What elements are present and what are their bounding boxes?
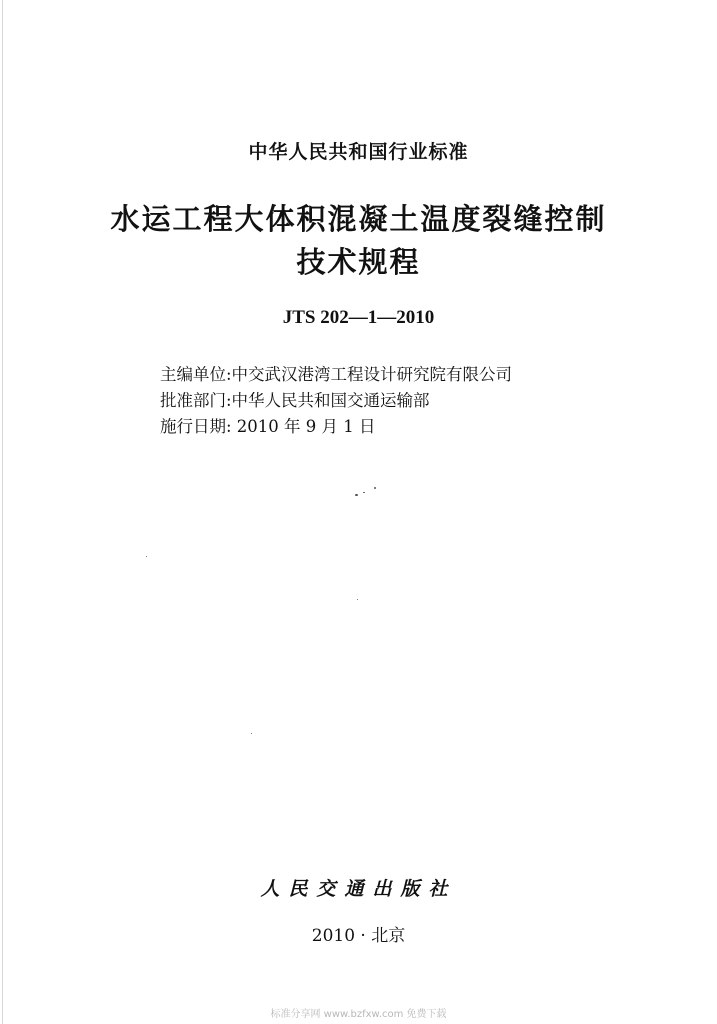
- scan-speck: [374, 487, 376, 489]
- site-watermark: 标准分享网 www.bzfxw.com 免费下载: [270, 1009, 447, 1020]
- publisher-name: 人民交通出版社: [260, 878, 457, 900]
- document-title-line-1: 水运工程大体积混凝土温度裂缝控制: [110, 202, 607, 236]
- scan-speck: [251, 733, 252, 734]
- publication-place-year: 2010 · 北京: [311, 926, 406, 946]
- scan-speck: [355, 494, 358, 496]
- scan-speck: [146, 556, 147, 557]
- effective-date: 施行日期: 2010 年 9 月 1 日: [160, 417, 376, 436]
- scan-speck: [363, 492, 365, 493]
- approving-department: 批准部门:中华人民共和国交通运输部: [160, 391, 430, 410]
- scan-speck: [357, 599, 358, 600]
- editor-unit: 主编单位:中交武汉港湾工程设计研究院有限公司: [160, 365, 513, 384]
- document-title-line-2: 技术规程: [296, 245, 421, 279]
- standard-series-heading: 中华人民共和国行业标准: [248, 141, 469, 163]
- standard-code: JTS 202—1—2010: [282, 307, 435, 328]
